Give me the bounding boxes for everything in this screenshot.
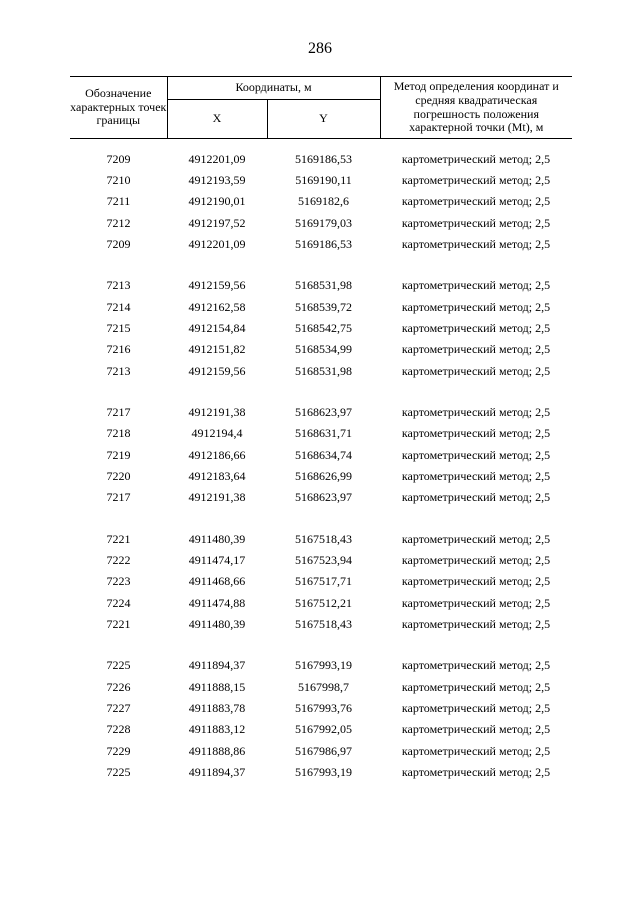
x-coordinate-cell: 4912151,82 — [188, 342, 246, 357]
table-row — [70, 213, 572, 234]
method-cell: картометрический метод; 2,5 — [401, 658, 551, 673]
group-spacer — [70, 382, 572, 402]
y-coordinate-cell: 5169186,53 — [295, 151, 352, 166]
x-coordinate-cell: 4912159,56 — [188, 278, 246, 293]
y-coordinate-cell: 5167998,7 — [298, 679, 349, 694]
method-cell: картометрический метод; 2,5 — [401, 278, 551, 293]
y-coordinate-cell: 5169182,6 — [298, 194, 349, 209]
method-cell: картометрический метод; 2,5 — [401, 363, 551, 378]
point-id-cell: 7220 — [106, 468, 131, 483]
table-row — [70, 550, 572, 571]
method-cell: картометрический метод; 2,5 — [401, 616, 551, 631]
point-id-cell: 7214 — [106, 299, 131, 314]
method-cell: картометрический метод; 2,5 — [401, 447, 551, 462]
x-coordinate-cell: 4911480,39 — [188, 531, 246, 546]
point-id-cell: 7219 — [106, 447, 131, 462]
header-method: Метод определения координат и средняя квадратическая погрешность положения характерной точки (Mt), м — [380, 77, 572, 139]
table-row — [70, 318, 572, 339]
point-id-cell: 7224 — [106, 595, 131, 610]
point-id-cell: 7225 — [106, 764, 131, 779]
y-coordinate-cell: 5167518,43 — [295, 531, 352, 546]
spacer-cell — [70, 255, 572, 275]
table-row — [70, 361, 572, 382]
point-id-cell: 7222 — [106, 553, 131, 568]
table-row — [70, 677, 572, 698]
point-id-cell: 7209 — [106, 236, 131, 251]
coordinates-table — [70, 76, 572, 783]
point-id-cell: 7218 — [106, 426, 131, 441]
point-id-cell: 7217 — [106, 490, 131, 505]
y-coordinate-cell: 5167518,43 — [295, 616, 352, 631]
x-coordinate-cell: 4911888,15 — [188, 679, 246, 694]
point-id-cell: 7213 — [106, 363, 131, 378]
table-row — [70, 424, 572, 445]
method-cell: картометрический метод; 2,5 — [401, 321, 551, 336]
header-point-label: Обозначение характерных точек границы — [70, 77, 167, 139]
table-row — [70, 529, 572, 550]
x-coordinate-cell: 4912186,66 — [188, 447, 246, 462]
x-coordinate-cell: 4912159,56 — [188, 363, 246, 378]
table-row — [70, 170, 572, 191]
table-row — [70, 276, 572, 297]
point-id-cell: 7221 — [106, 531, 131, 546]
spacer-cell — [70, 382, 572, 402]
x-coordinate-cell: 4911474,17 — [188, 553, 246, 568]
y-coordinate-cell: 5168534,99 — [295, 342, 352, 357]
table-row — [70, 656, 572, 677]
y-coordinate-cell: 5167523,94 — [295, 553, 352, 568]
table-row — [70, 466, 572, 487]
x-coordinate-cell: 4911894,37 — [188, 658, 246, 673]
point-id-cell: 7211 — [106, 194, 131, 209]
group-spacer — [70, 636, 572, 656]
y-coordinate-cell: 5167517,71 — [295, 574, 352, 589]
method-cell: картометрический метод; 2,5 — [401, 426, 551, 441]
method-cell: картометрический метод; 2,5 — [401, 173, 551, 188]
x-coordinate-cell: 4911888,86 — [188, 743, 246, 758]
y-coordinate-cell: 5168542,75 — [295, 321, 352, 336]
x-coordinate-cell: 4912197,52 — [188, 215, 246, 230]
table-row — [70, 762, 572, 783]
x-coordinate-cell: 4912201,09 — [188, 236, 246, 251]
x-coordinate-cell: 4912191,38 — [188, 405, 246, 420]
point-id-cell: 7223 — [106, 574, 131, 589]
method-cell: картометрический метод; 2,5 — [401, 679, 551, 694]
table-row — [70, 593, 572, 614]
table-row — [70, 192, 572, 213]
x-coordinate-cell: 4912193,59 — [188, 173, 246, 188]
y-coordinate-cell: 5167512,21 — [295, 595, 352, 610]
y-coordinate-cell: 5168623,97 — [295, 490, 352, 505]
method-cell: картометрический метод; 2,5 — [401, 215, 551, 230]
method-cell: картометрический метод; 2,5 — [401, 194, 551, 209]
table-row — [70, 698, 572, 719]
header-coordinates: Координаты, м — [167, 77, 380, 100]
header-y: Y — [267, 100, 380, 139]
y-coordinate-cell: 5168626,99 — [295, 468, 352, 483]
table-body — [70, 139, 572, 784]
y-coordinate-cell: 5167993,76 — [295, 701, 352, 716]
table-row — [70, 402, 572, 423]
y-coordinate-cell: 5168631,71 — [295, 426, 352, 441]
x-coordinate-cell: 4911480,39 — [188, 616, 246, 631]
method-cell: картометрический метод; 2,5 — [401, 405, 551, 420]
y-coordinate-cell: 5167993,19 — [295, 658, 352, 673]
point-id-cell: 7212 — [106, 215, 131, 230]
page-number: 286 — [308, 40, 332, 57]
y-coordinate-cell: 5167992,05 — [295, 722, 352, 737]
point-id-cell: 7226 — [106, 679, 131, 694]
point-id-cell: 7216 — [106, 342, 131, 357]
table-row — [70, 234, 572, 255]
x-coordinate-cell: 4912154,84 — [188, 321, 246, 336]
point-id-cell: 7221 — [106, 616, 131, 631]
method-cell: картометрический метод; 2,5 — [401, 701, 551, 716]
point-id-cell: 7229 — [106, 743, 131, 758]
method-cell: картометрический метод; 2,5 — [401, 299, 551, 314]
table-row — [70, 488, 572, 509]
method-cell: картометрический метод; 2,5 — [401, 236, 551, 251]
method-cell: картометрический метод; 2,5 — [401, 743, 551, 758]
spacer-cell — [70, 509, 572, 529]
x-coordinate-cell: 4911883,12 — [188, 722, 246, 737]
table-row — [70, 572, 572, 593]
point-id-cell: 7213 — [106, 278, 131, 293]
point-id-cell: 7225 — [106, 658, 131, 673]
y-coordinate-cell: 5168531,98 — [295, 363, 352, 378]
method-cell: картометрический метод; 2,5 — [401, 553, 551, 568]
method-cell: картометрический метод; 2,5 — [401, 531, 551, 546]
point-id-cell: 7228 — [106, 722, 131, 737]
x-coordinate-cell: 4911883,78 — [188, 701, 246, 716]
spacer-cell — [70, 139, 572, 150]
method-cell: картометрический метод; 2,5 — [401, 151, 551, 166]
point-id-cell: 7217 — [106, 405, 131, 420]
y-coordinate-cell: 5169190,11 — [295, 173, 352, 188]
method-cell: картометрический метод; 2,5 — [401, 722, 551, 737]
x-coordinate-cell: 4911474,88 — [188, 595, 246, 610]
x-coordinate-cell: 4911894,37 — [188, 764, 246, 779]
x-coordinate-cell: 4912194,4 — [191, 426, 243, 441]
point-id-cell: 7227 — [106, 701, 131, 716]
y-coordinate-cell: 5169186,53 — [295, 236, 352, 251]
header-x: X — [167, 100, 267, 139]
x-coordinate-cell: 4911468,66 — [188, 574, 246, 589]
point-id-cell: 7210 — [106, 173, 131, 188]
point-id-cell: 7215 — [106, 321, 131, 336]
point-id-cell: 7209 — [106, 151, 131, 166]
group-spacer — [70, 255, 572, 275]
method-cell: картометрический метод; 2,5 — [401, 574, 551, 589]
table-header — [70, 77, 572, 139]
x-coordinate-cell: 4912191,38 — [188, 490, 246, 505]
x-coordinate-cell: 4912183,64 — [188, 468, 246, 483]
method-cell: картометрический метод; 2,5 — [401, 342, 551, 357]
y-coordinate-cell: 5168634,74 — [295, 447, 352, 462]
table-row — [70, 445, 572, 466]
spacer-cell — [70, 636, 572, 656]
x-coordinate-cell: 4912162,58 — [188, 299, 246, 314]
table-row — [70, 720, 572, 741]
x-coordinate-cell: 4912190,01 — [188, 194, 246, 209]
table-row — [70, 297, 572, 318]
y-coordinate-cell: 5168539,72 — [295, 299, 352, 314]
y-coordinate-cell: 5169179,03 — [295, 215, 352, 230]
y-coordinate-cell: 5168531,98 — [295, 278, 352, 293]
y-coordinate-cell: 5168623,97 — [295, 405, 352, 420]
method-cell: картометрический метод; 2,5 — [401, 468, 551, 483]
group-spacer — [70, 139, 572, 150]
table-row — [70, 741, 572, 762]
y-coordinate-cell: 5167986,97 — [295, 743, 352, 758]
y-coordinate-cell: 5167993,19 — [295, 764, 352, 779]
method-cell: картометрический метод; 2,5 — [401, 764, 551, 779]
table-row — [70, 149, 572, 170]
table-row — [70, 614, 572, 635]
group-spacer — [70, 509, 572, 529]
x-coordinate-cell: 4912201,09 — [188, 151, 246, 166]
method-cell: картометрический метод; 2,5 — [401, 490, 551, 505]
method-cell: картометрический метод; 2,5 — [401, 595, 551, 610]
table-row — [70, 340, 572, 361]
